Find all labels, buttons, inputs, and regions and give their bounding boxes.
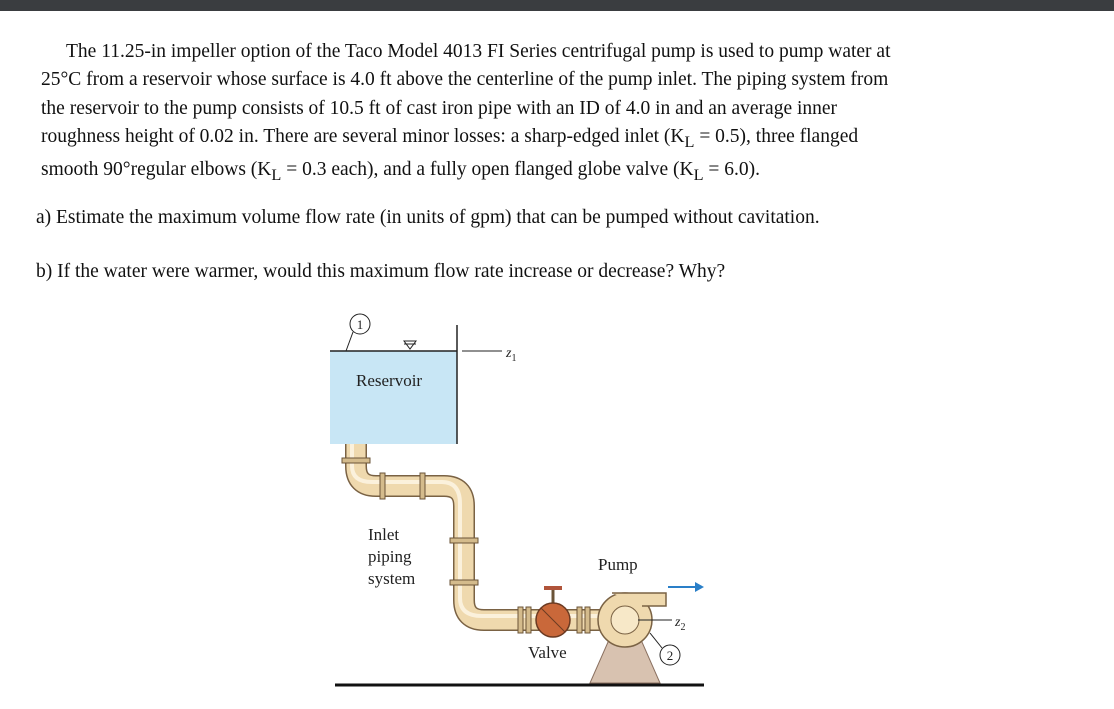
flange [450,538,478,543]
z2-sub: 2 [680,622,686,633]
problem-line-4-text: roughness height of 0.02 in. There are several minor losses: a sharp-edged inlet (K [41,125,685,147]
point-2-leader [650,633,662,648]
k-subscript: L [693,165,704,184]
inlet-label-line-2: piping [368,547,412,566]
reservoir-label: Reservoir [356,371,423,390]
flow-arrow-icon [695,582,704,592]
surface-marker-icon [404,341,416,349]
question-b: b) If the water were warmer, would this maximum flow rate increase or decrease? Why? [36,261,726,282]
top-bar [0,0,1114,11]
problem-line-5 [41,156,991,189]
problem-line-5-text: smooth 90°regular elbows (K [41,159,272,181]
flange [577,607,582,633]
point-2-label: 2 [666,648,674,663]
problem-line-5-mid: = 0.3 each), and a fully open flanged globe valve (K [281,159,694,181]
flange [420,473,425,499]
flange [342,458,370,463]
flange [585,607,590,633]
figure-svg [320,308,720,700]
pump-system-figure [320,308,720,700]
z1-var: z [506,346,512,361]
inlet-label-line-3: system [368,569,416,588]
flange [526,607,531,633]
valve-handle [544,586,562,590]
reservoir-water [330,351,457,444]
flange [518,607,523,633]
question-a: a) Estimate the maximum volume flow rate (in units of gpm) that can be pumped without cavitation. [36,207,820,228]
k-subscript: L [684,132,695,151]
z1-sub: 1 [511,353,517,364]
k-subscript: L [271,165,282,184]
flange [450,580,478,585]
pump-label: Pump [598,555,638,574]
z2-label [674,615,685,633]
problem-line-3: the reservoir to the pump consists of 10.5 ft of cast iron pipe with an ID of 4.0 in and an average inner [41,97,838,119]
pump-eye [611,606,639,634]
point-1-label: 1 [356,317,364,332]
valve-label: Valve [528,643,567,662]
problem-line-4-end: = 0.5), three flanged [694,125,859,147]
flange [380,473,385,499]
problem-statement [41,38,991,189]
problem-line-1: The 11.25-in impeller option of the Taco Model 4013 FI Series centrifugal pump is used to pump water at [66,41,891,62]
inlet-label-line-1: Inlet [368,525,400,544]
point-1-leader [346,332,353,351]
z1-label [505,346,516,364]
z2-var: z [675,615,681,630]
problem-line-5-end: = 6.0). [703,159,760,181]
inlet-label [368,525,416,588]
problem-line-4 [41,123,991,156]
problem-line-2: 25°C from a reservoir whose surface is 4.0 ft above the centerline of the pump inlet. The piping system from [41,69,889,91]
